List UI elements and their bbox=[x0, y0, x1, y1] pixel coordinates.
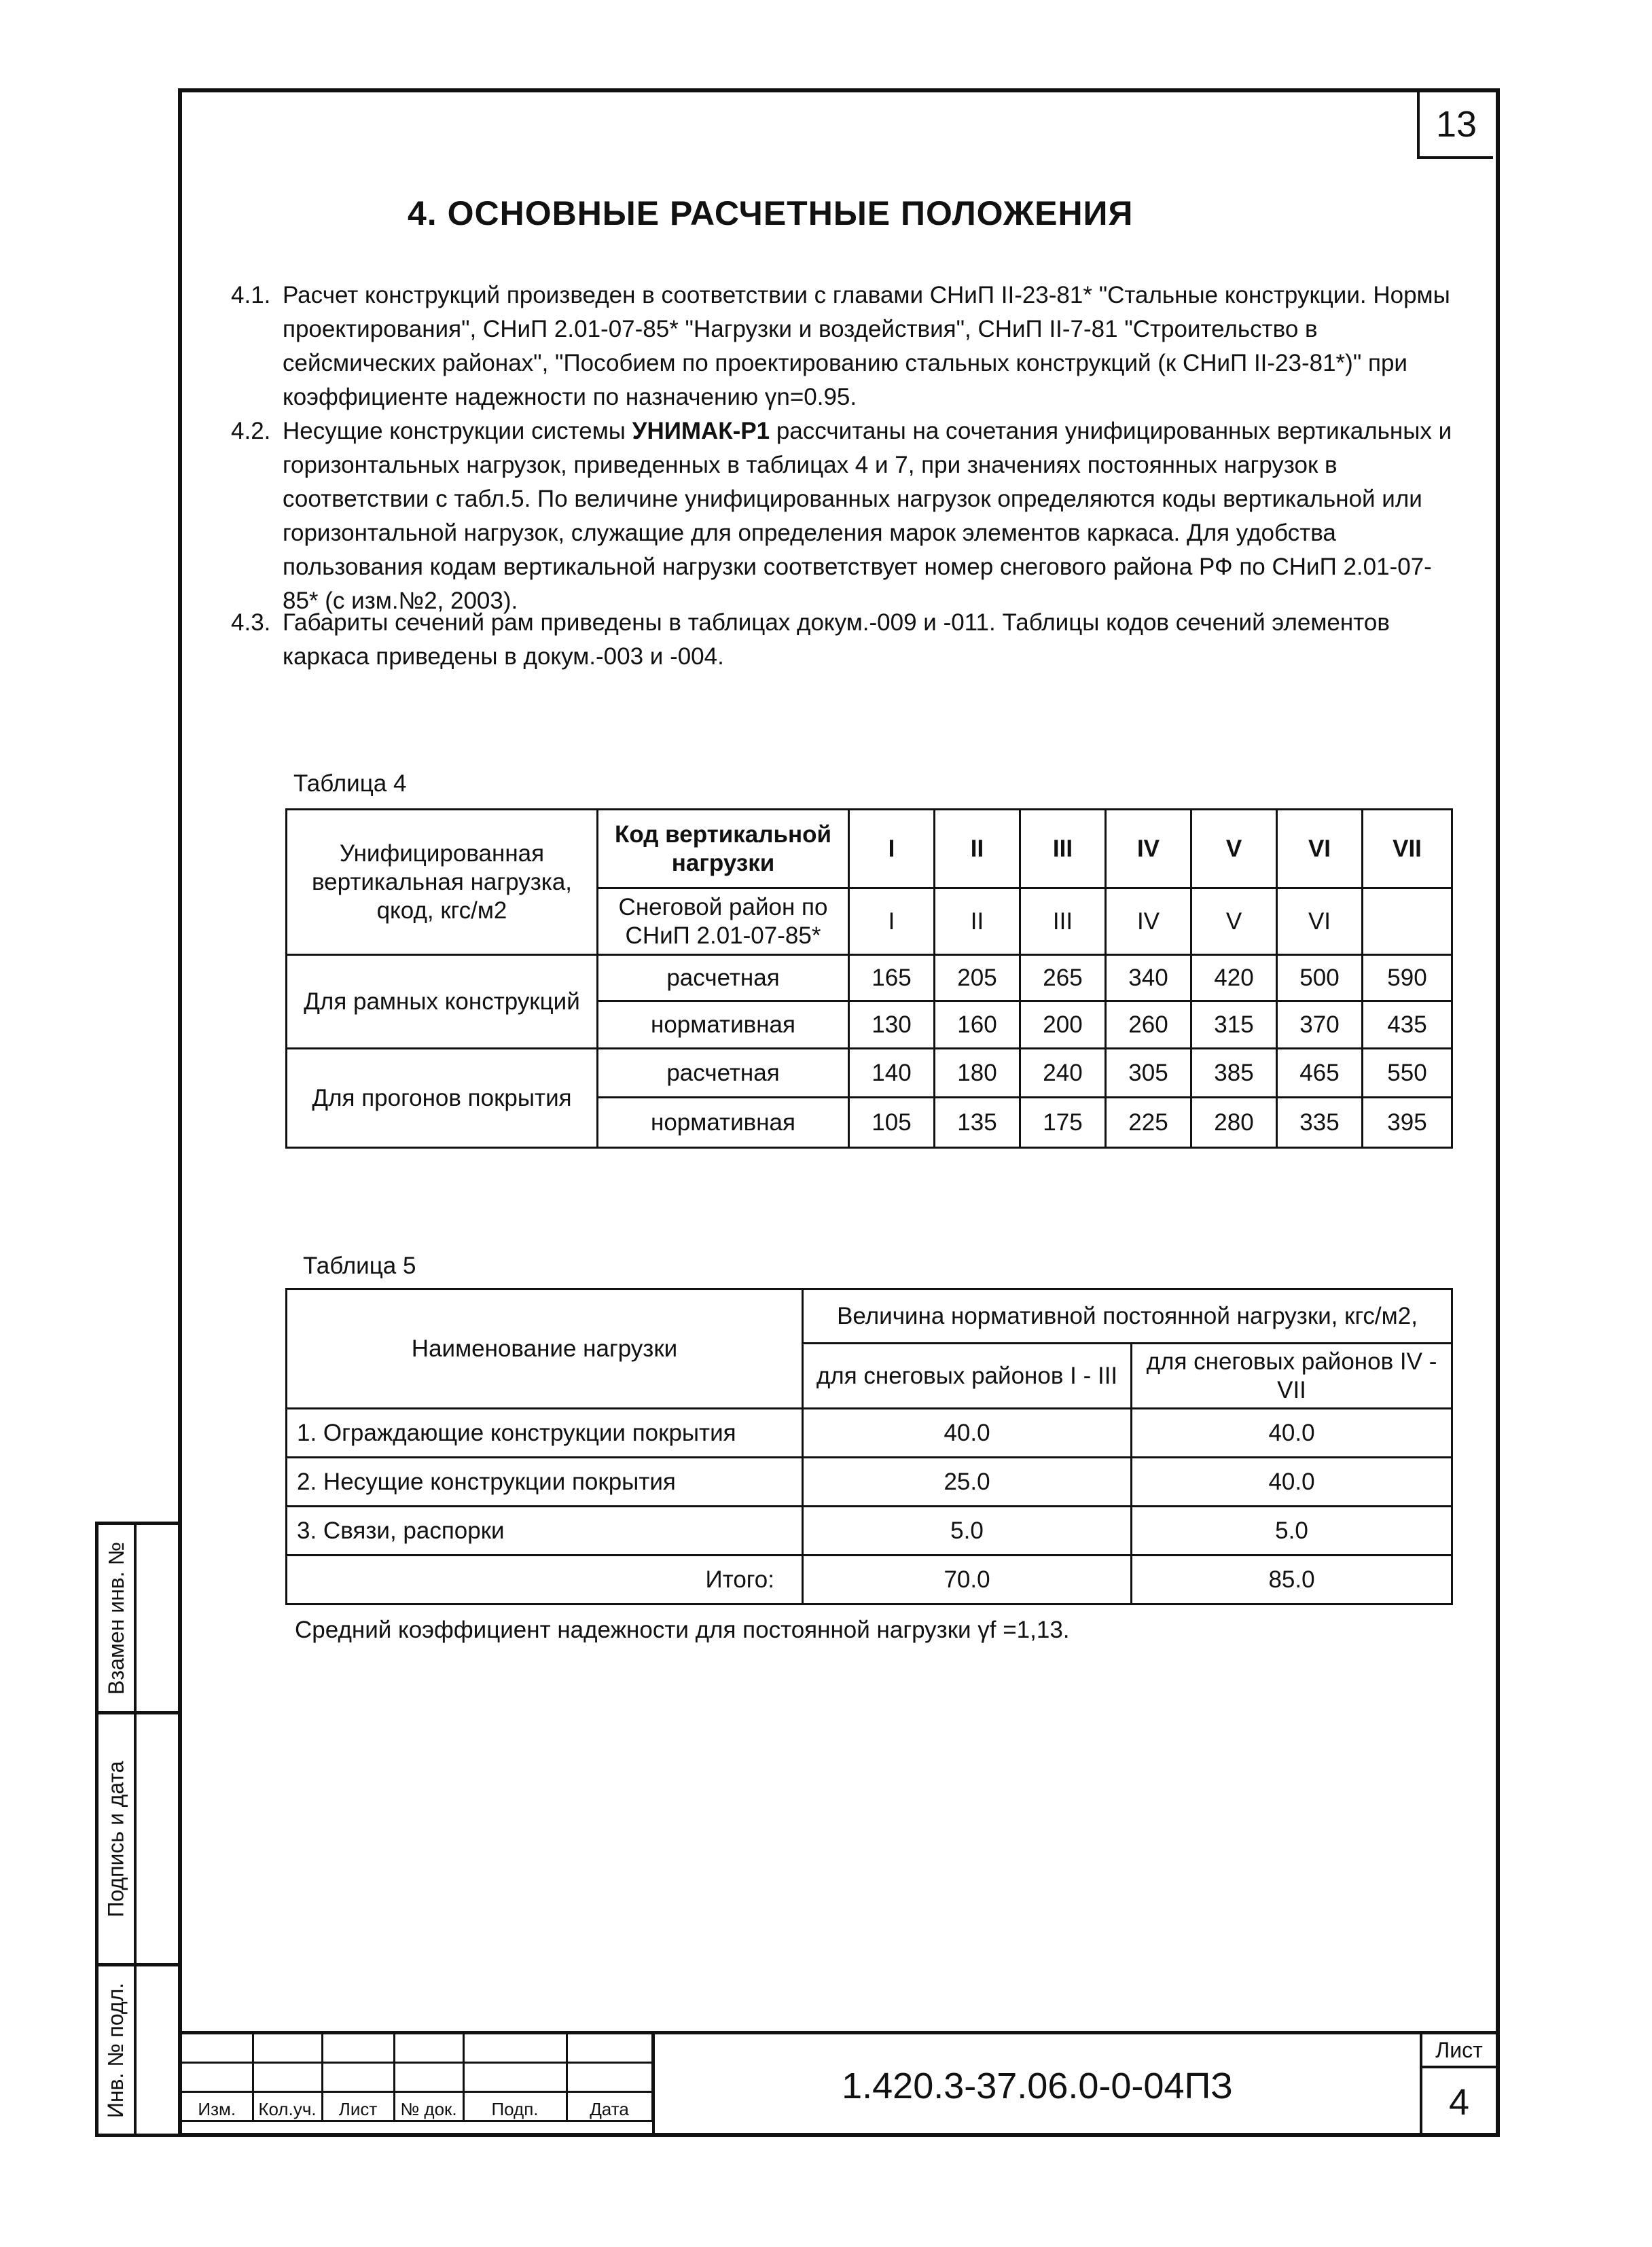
table4-load-type: нормативная bbox=[598, 1098, 849, 1148]
table5-cell: 40.0 bbox=[1132, 1409, 1452, 1458]
table5-row-name: 3. Связи, распорки bbox=[287, 1507, 803, 1556]
table4-code: VI bbox=[1277, 810, 1363, 888]
table4-cell: 420 bbox=[1191, 955, 1277, 1001]
table4-group-name: Для прогонов покрытия bbox=[287, 1049, 598, 1148]
table4-cell: 140 bbox=[849, 1049, 935, 1098]
table5-caption: Таблица 5 bbox=[303, 1253, 416, 1279]
section-heading: 4. ОСНОВНЫЕ РАСЧЕТНЫЕ ПОЛОЖЕНИЯ bbox=[408, 194, 1134, 232]
table4-cell: 135 bbox=[935, 1098, 1020, 1148]
paragraph-text: Несущие конструкции системы УНИМАК-Р1 рассчитаны на сочетания унифицированных вертикальных и горизонтальных нагрузок, приведенных в таблицах 4 и 7, при значениях постоянных нагрузок в соответствии с табл.5. По величине унифицированных нагрузок определяются коды вертикальной или горизонтальной нагрузок, служащие для определения марок элементов каркаса. Для удобства пользования кодам вертикальной нагрузки соответствует номер снегового района РФ по СНиП 2.01-07-85* (с изм.№2, 2003). bbox=[283, 418, 1452, 614]
table4-cell: 265 bbox=[1020, 955, 1106, 1001]
side-stamp-label: Взамен инв. № bbox=[103, 1541, 128, 1695]
table4-code: II bbox=[935, 810, 1020, 888]
table5-total: 70.0 bbox=[803, 1556, 1132, 1604]
title-block-col: Подп. bbox=[463, 2092, 567, 2121]
table4-cell: 105 bbox=[849, 1098, 935, 1148]
table5 bbox=[285, 1288, 1453, 1605]
paragraph-4-3 bbox=[231, 606, 1460, 674]
table5-subheader: для снеговых районов IV - VII bbox=[1132, 1344, 1452, 1409]
table4-load-type: расчетная bbox=[598, 955, 849, 1001]
sheet-label: Лист bbox=[1422, 2034, 1496, 2068]
table4-caption: Таблица 4 bbox=[293, 770, 407, 797]
table5-name-header: Наименование нагрузки bbox=[287, 1289, 803, 1409]
table4-cell: 590 bbox=[1363, 955, 1452, 1001]
paragraph-4-2 bbox=[231, 414, 1460, 618]
table4-cell: 305 bbox=[1106, 1049, 1191, 1098]
title-block-col: Кол.уч. bbox=[253, 2092, 322, 2121]
title-block-col: Лист bbox=[322, 2092, 394, 2121]
table4-cell: 175 bbox=[1020, 1098, 1106, 1148]
table4-group-name: Для рамных конструкций bbox=[287, 955, 598, 1049]
table4-cell: 225 bbox=[1106, 1098, 1191, 1148]
sheet-value: 4 bbox=[1448, 2082, 1470, 2123]
table4-code-label: Код вертикальной нагрузки bbox=[598, 810, 849, 888]
title-block-sheet bbox=[1420, 2034, 1496, 2137]
table4-cell: 340 bbox=[1106, 955, 1191, 1001]
table4-row-header: Унифицированная вертикальная нагрузка, qкод, кгс/м2 bbox=[287, 810, 598, 955]
table5-row-name: 1. Ограждающие конструкции покрытия bbox=[287, 1409, 803, 1458]
table4-cell: 240 bbox=[1020, 1049, 1106, 1098]
side-stamp-signature bbox=[95, 1711, 182, 1966]
table4-cell: 395 bbox=[1363, 1098, 1452, 1148]
table4-cell: 260 bbox=[1106, 1001, 1191, 1049]
table5-cell: 40.0 bbox=[1132, 1458, 1452, 1507]
table5-subheader: для снеговых районов I - III bbox=[803, 1344, 1132, 1409]
table4-cell: 180 bbox=[935, 1049, 1020, 1098]
table4-cell: 205 bbox=[935, 955, 1020, 1001]
reliability-note: Средний коэффициент надежности для постоянной нагрузки γf =1,13. bbox=[295, 1617, 1070, 1643]
sheet-number-box bbox=[1417, 92, 1493, 159]
table4-snow: VI bbox=[1277, 888, 1363, 955]
table4-load-type: нормативная bbox=[598, 1001, 849, 1049]
table4-snow-label: Снеговой район по СНиП 2.01-07-85* bbox=[598, 888, 849, 955]
table5-total: 85.0 bbox=[1132, 1556, 1452, 1604]
paragraph-text: Расчет конструкций произведен в соответствии с главами СНиП II-23-81* "Стальные конструкции. Нормы проектирования", СНиП 2.01-07-85* "Нагрузки и воздействия", СНиП II-7-81 "Строительство в сейсмических районах", "Пособием по проектированию стальных конструкций (к СНиП II-23-81*)" при коэффициенте надежности по назначению γn=0.95. bbox=[283, 282, 1450, 410]
document-code: 1.420.3-37.06.0-0-04ПЗ bbox=[652, 2034, 1420, 2137]
side-stamp-inventory bbox=[95, 1963, 182, 2137]
title-block-col: № док. bbox=[394, 2092, 463, 2121]
table4-cell: 435 bbox=[1363, 1001, 1452, 1049]
table4-code: III bbox=[1020, 810, 1106, 888]
side-stamp-label: Подпись и дата bbox=[103, 1760, 128, 1918]
table4-cell: 165 bbox=[849, 955, 935, 1001]
title-block-grid bbox=[182, 2034, 653, 2122]
table4-cell: 315 bbox=[1191, 1001, 1277, 1049]
side-stamp-replaced bbox=[95, 1522, 182, 1714]
table4-snow: III bbox=[1020, 888, 1106, 955]
table4-cell: 500 bbox=[1277, 955, 1363, 1001]
table5-total-label: Итого: bbox=[287, 1556, 803, 1604]
table5-cell: 40.0 bbox=[803, 1409, 1132, 1458]
side-stamp-label: Инв. № подл. bbox=[103, 1982, 128, 2118]
table4-cell: 370 bbox=[1277, 1001, 1363, 1049]
table5-cell: 5.0 bbox=[1132, 1507, 1452, 1556]
table4-snow: IV bbox=[1106, 888, 1191, 955]
table4-cell: 280 bbox=[1191, 1098, 1277, 1148]
system-name: УНИМАК-Р1 bbox=[632, 418, 770, 444]
paragraph-number: 4.2. bbox=[231, 418, 271, 444]
table4-cell: 550 bbox=[1363, 1049, 1452, 1098]
table4-code: IV bbox=[1106, 810, 1191, 888]
title-block-col: Дата bbox=[567, 2092, 652, 2121]
table4-code: V bbox=[1191, 810, 1277, 888]
table4-cell: 335 bbox=[1277, 1098, 1363, 1148]
table4-cell: 200 bbox=[1020, 1001, 1106, 1049]
table4-snow: V bbox=[1191, 888, 1277, 955]
table4-cell: 160 bbox=[935, 1001, 1020, 1049]
table5-value-header: Величина нормативной постоянной нагрузки, кгс/м2, bbox=[803, 1289, 1452, 1344]
table4-load-type: расчетная bbox=[598, 1049, 849, 1098]
table5-row-name: 2. Несущие конструкции покрытия bbox=[287, 1458, 803, 1507]
paragraph-4-1 bbox=[231, 278, 1460, 414]
table4-snow: I bbox=[849, 888, 935, 955]
table4 bbox=[285, 808, 1453, 1149]
table4-cell: 385 bbox=[1191, 1049, 1277, 1098]
title-block-col: Изм. bbox=[182, 2092, 253, 2121]
sheet-number: 13 bbox=[1435, 104, 1477, 145]
table5-cell: 5.0 bbox=[803, 1507, 1132, 1556]
table5-cell: 25.0 bbox=[803, 1458, 1132, 1507]
table4-code: I bbox=[849, 810, 935, 888]
paragraph-number: 4.1. bbox=[231, 282, 271, 308]
paragraph-text: Габариты сечений рам приведены в таблицах докум.-009 и -011. Таблицы кодов сечений элементов каркаса приведены в докум.-003 и -004. bbox=[283, 609, 1390, 670]
table4-cell: 130 bbox=[849, 1001, 935, 1049]
table4-snow: II bbox=[935, 888, 1020, 955]
paragraph-number: 4.3. bbox=[231, 609, 271, 636]
table4-snow bbox=[1363, 888, 1452, 955]
table4-cell: 465 bbox=[1277, 1049, 1363, 1098]
table4-code: VII bbox=[1363, 810, 1452, 888]
title-block bbox=[182, 2031, 1500, 2137]
